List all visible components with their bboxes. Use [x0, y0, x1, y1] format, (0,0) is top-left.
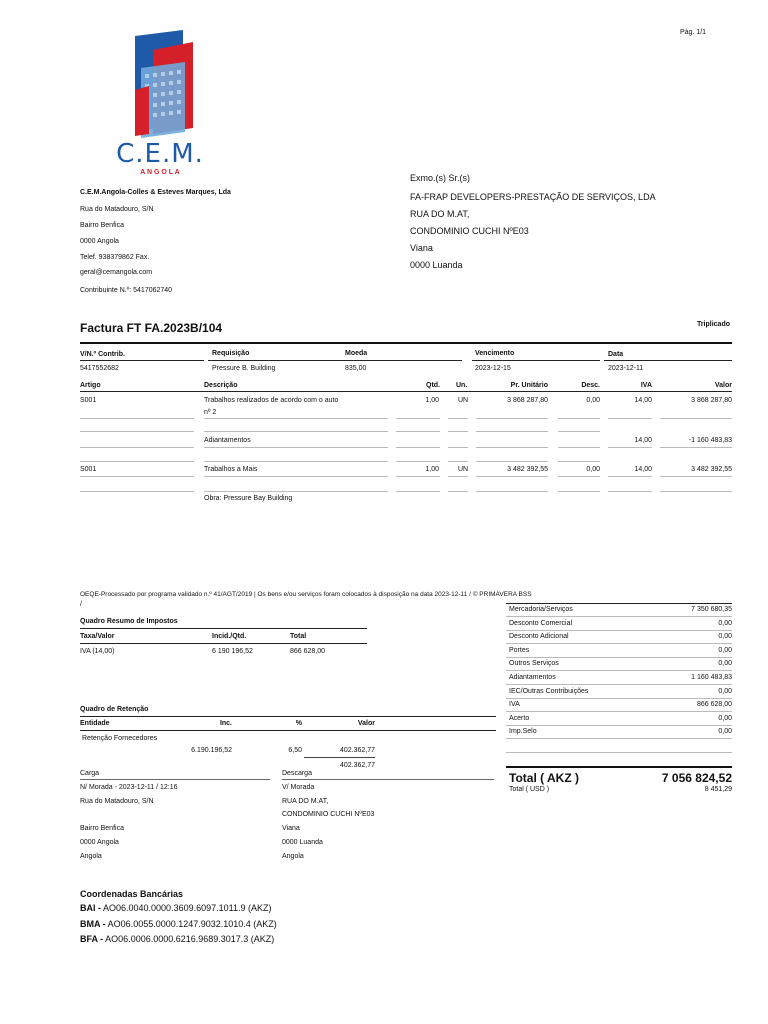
tax-summary-rule: [80, 628, 367, 629]
bank-iban: AO06.0040.0000.3609.6097.1011.9 (AKZ): [101, 903, 272, 913]
col-descricao: Descrição: [204, 382, 238, 389]
bank-iban: AO06.0006.0000.6216.9689.3017.3 (AKZ): [103, 934, 275, 944]
descarga-line-6: Angola: [282, 853, 304, 860]
item-1-desconto: 0,00: [586, 397, 600, 404]
page-number: Pág. 1/1: [680, 29, 707, 36]
sep: [558, 447, 600, 448]
item-3-preco: 3 482 392,55: [507, 466, 548, 473]
sep: [660, 418, 732, 419]
sep: [204, 431, 388, 432]
totals-value: 0,00: [718, 714, 732, 722]
sep: [660, 491, 732, 492]
requisicao-header: Requisição: [212, 350, 250, 357]
tax-total-value: 866 628,00: [290, 648, 326, 655]
retention-col-pct: %: [295, 720, 302, 727]
moeda-value: 835,00: [345, 365, 367, 372]
sep: [448, 418, 468, 419]
totals-row-rule: [506, 616, 732, 617]
totals-row-rule: [506, 711, 732, 712]
totals-value: 0,00: [718, 687, 732, 695]
bank-name: BAI -: [80, 903, 101, 913]
sep: [448, 491, 468, 492]
meta-rule-3: [472, 360, 600, 361]
contrib-value: 5417552682: [80, 365, 119, 372]
company-logo: [95, 28, 225, 178]
legal-slash: /: [80, 601, 82, 608]
item-1-preco: 3 868 287,80: [507, 397, 548, 404]
totals-value: 0,00: [718, 633, 732, 641]
logo-subtitle: A N G O L A: [140, 169, 180, 176]
customer-address-1: RUA DO M.AT,: [410, 209, 470, 219]
bank-row-bai: [80, 902, 271, 914]
retention-col-entidade: Entidade: [80, 720, 110, 727]
item-3-un: UN: [458, 466, 469, 473]
col-qtd: Qtd.: [426, 382, 440, 389]
totals-value: 0,00: [718, 728, 732, 736]
bank-row-bfa: [80, 933, 274, 945]
retention-col-inc: Inc.: [219, 720, 232, 727]
sep: [396, 461, 440, 462]
retention-pct: 6,50: [288, 747, 302, 754]
totals-row-rule: [506, 752, 732, 753]
totals-top-rule: [506, 603, 732, 604]
sep: [476, 418, 548, 419]
company-taxid: Contribuinte N.º: 5417062740: [80, 287, 173, 294]
moeda-header: Moeda: [345, 350, 368, 357]
contrib-header: V/N.º Contrib.: [80, 351, 125, 358]
retention-col-valor: Valor: [357, 720, 375, 727]
carga-title: Carga: [80, 770, 100, 777]
sep: [476, 476, 548, 477]
item-1-valor: 3 868 287,80: [691, 397, 732, 404]
totals-row-rule: [506, 630, 732, 631]
col-iva: IVA: [640, 382, 652, 389]
sep: [396, 418, 440, 419]
item-1-artigo: S001: [80, 397, 97, 404]
retention-valor: 402.362,77: [339, 747, 375, 754]
sep: [80, 476, 194, 477]
sep: [558, 491, 600, 492]
meta-rule-4: [604, 360, 732, 361]
customer-address-2: CONDOMINIO CUCHI NºE03: [410, 226, 529, 236]
totals-value: 1 160 483,83: [691, 674, 732, 681]
totals-row-rule: [506, 643, 732, 644]
obra-note: Obra: Pressure Bay Building: [204, 495, 293, 502]
item-1-qtd: 1,00: [425, 397, 439, 404]
bank-row-bma: [80, 918, 277, 930]
item-3-iva: 14,00: [634, 466, 652, 473]
item-1-iva: 14,00: [634, 397, 652, 404]
totals-row-rule: [506, 684, 732, 685]
item-2-valor: -1 160 483,83: [688, 437, 732, 444]
grand-total-value: 7 056 824,52: [661, 771, 732, 785]
sep: [80, 418, 194, 419]
totals-value: 7 350 680,35: [691, 606, 732, 613]
invoice-copy-label: Triplicado: [696, 321, 730, 328]
retention-sum-rule: [304, 757, 375, 758]
sep: [80, 431, 194, 432]
totals-label: Desconto Comercial: [509, 619, 573, 627]
logo-wordmark: C.E.M.: [116, 139, 204, 169]
item-1-description-2: nº 2: [204, 409, 217, 416]
sep: [608, 447, 652, 448]
sep: [396, 491, 440, 492]
item-3-desconto: 0,00: [586, 466, 600, 473]
sep: [558, 461, 600, 462]
descarga-rule: [282, 779, 494, 780]
retention-header-rule: [80, 730, 496, 731]
tax-col-taxa: Taxa/Valor: [80, 633, 115, 640]
bank-iban: AO06.0055.0000.1247.9032.1010.4 (AKZ): [105, 919, 277, 929]
totals-label: Outros Serviços: [509, 660, 559, 668]
item-2-description: Adiantamentos: [204, 437, 251, 444]
sep: [204, 418, 388, 419]
totals-row-rule: [506, 738, 732, 739]
carga-rule: [80, 779, 270, 780]
retention-entidade: Retenção Fornecedores: [82, 735, 158, 742]
usd-total-value: 8 451,29: [704, 786, 732, 793]
sep: [80, 447, 194, 448]
totals-value: 0,00: [718, 660, 732, 668]
tax-incid-value: 6 190 196,52: [212, 648, 253, 655]
bank-name: BMA -: [80, 919, 106, 929]
descarga-line-3: CONDOMINIO CUCHI NºE03: [282, 811, 375, 818]
company-address-3: 0000 Angola: [80, 238, 119, 245]
carga-line-2: Rua do Matadouro, S/N: [80, 798, 154, 805]
sep: [204, 476, 388, 477]
sep: [558, 476, 600, 477]
vencimento-value: 2023-12-15: [475, 365, 511, 372]
descarga-line-4: Viana: [282, 825, 300, 832]
sep: [476, 461, 548, 462]
retention-rule: [80, 716, 496, 717]
customer-address-3: Viana: [410, 243, 433, 253]
vencimento-header: Vencimento: [475, 350, 515, 357]
col-un: Un.: [456, 382, 468, 389]
tax-header-rule: [80, 643, 367, 644]
col-artigo: Artigo: [80, 382, 101, 389]
sep: [448, 476, 468, 477]
item-3-artigo: S001: [80, 466, 97, 473]
legal-notice: OEQE-Processado por programa validado n.º 41/AGT/2019 | Os bens e/ou serviços foram colocados à disposição na data 2023-12-11 / © PRIMAVERA BSS: [80, 591, 532, 598]
item-1-description: Trabalhos realizados de acordo com o auto: [204, 397, 339, 404]
carga-line-3: Bairro Benfica: [80, 825, 124, 832]
sep: [396, 476, 440, 477]
retention-sum: 402.362,77: [339, 762, 375, 769]
sep: [476, 491, 548, 492]
sep: [476, 431, 548, 432]
sep: [80, 491, 194, 492]
company-name: C.E.M.Angola-Colles & Esteves Marques, Lda: [80, 189, 231, 196]
sep: [204, 461, 388, 462]
sep: [396, 447, 440, 448]
data-value: 2023-12-11: [608, 365, 644, 372]
meta-rule-1: [80, 360, 204, 361]
sep: [660, 447, 732, 448]
tax-col-incid: Incid./Qtd.: [212, 633, 247, 640]
sep: [608, 418, 652, 419]
sep: [80, 461, 194, 462]
totals-row-rule: [506, 657, 732, 658]
sep: [608, 491, 652, 492]
tax-col-total: Total: [290, 633, 307, 640]
retention-inc: 6.190.196,52: [191, 747, 232, 754]
totals-value: 0,00: [718, 646, 732, 654]
title-rule: [80, 342, 732, 344]
sep: [608, 476, 652, 477]
totals-row-rule: [506, 725, 732, 726]
totals-row-rule: [506, 698, 732, 699]
carga-line-5: Angola: [80, 853, 102, 860]
totals-label: IVA: [509, 701, 520, 709]
items-header-rule: [80, 391, 732, 392]
grand-total-rule: [506, 766, 732, 768]
customer-name: FA-FRAP DEVELOPERS-PRESTAÇÃO DE SERVIÇOS, LDA: [410, 192, 656, 202]
customer-address-4: 0000 Luanda: [410, 260, 463, 270]
company-email: geral@cemangola.com: [80, 269, 153, 276]
totals-label: Imp.Selo: [509, 728, 537, 736]
col-preco: Pr. Unitário: [510, 382, 548, 389]
col-desc: Desc.: [581, 382, 600, 389]
sep: [660, 476, 732, 477]
totals-value: 866 628,00: [696, 701, 732, 709]
item-3-valor: 3 482 392,55: [691, 466, 732, 473]
invoice-title: Factura FT FA.2023B/104: [80, 321, 223, 335]
sep: [558, 418, 600, 419]
sep: [558, 431, 600, 432]
bank-title: Coordenadas Bancárias: [80, 889, 184, 899]
totals-row-rule: [506, 670, 732, 671]
requisicao-value: Pressure B. Building: [212, 365, 276, 372]
sep: [204, 447, 388, 448]
totals-label: Portes: [509, 646, 530, 654]
totals-value: 0,00: [718, 619, 732, 627]
grand-total-label: Total ( AKZ ): [509, 771, 579, 785]
totals-label: Mercadoria/Serviços: [509, 606, 573, 613]
data-header: Data: [608, 351, 624, 358]
sep: [448, 447, 468, 448]
bank-name: BFA -: [80, 934, 104, 944]
totals-label: Adiantamentos: [509, 674, 556, 681]
totals-label: Acerto: [509, 714, 530, 722]
sep: [396, 431, 440, 432]
descarga-line-5: 0000 Luanda: [282, 839, 323, 846]
descarga-line-1: V/ Morada: [282, 784, 315, 791]
company-address-2: Bairro Benfica: [80, 222, 124, 229]
retention-title: Quadro de Retenção: [80, 706, 149, 713]
customer-salutation: Exmo.(s) Sr.(s): [410, 173, 470, 183]
item-2-iva: 14,00: [634, 437, 652, 444]
carga-line-1: N/ Morada - 2023-12-11 / 12:16: [80, 784, 178, 791]
sep: [448, 461, 468, 462]
tax-summary-title: Quadro Resumo de Impostos: [80, 618, 178, 625]
sep: [476, 447, 548, 448]
meta-rule-2: [208, 360, 462, 361]
descarga-line-2: RUA DO M.AT,: [282, 798, 329, 805]
descarga-title: Descarga: [282, 770, 312, 777]
sep: [204, 491, 388, 492]
item-3-qtd: 1,00: [425, 466, 439, 473]
company-phone: Telef. 938379862 Fax.: [80, 254, 150, 261]
company-address-1: Rua do Matadouro, S/N: [80, 206, 154, 213]
sep: [448, 431, 468, 432]
usd-total-label: Total ( USD ): [509, 786, 550, 793]
carga-line-4: 0000 Angola: [80, 839, 119, 846]
item-3-description: Trabalhos a Mais: [204, 466, 258, 473]
totals-label: IEC/Outras Contribuições: [509, 687, 589, 695]
item-1-un: UN: [458, 397, 469, 404]
col-valor: Valor: [714, 382, 732, 389]
tax-taxa-value: IVA (14,00): [80, 648, 115, 655]
totals-label: Desconto Adicional: [509, 633, 569, 641]
